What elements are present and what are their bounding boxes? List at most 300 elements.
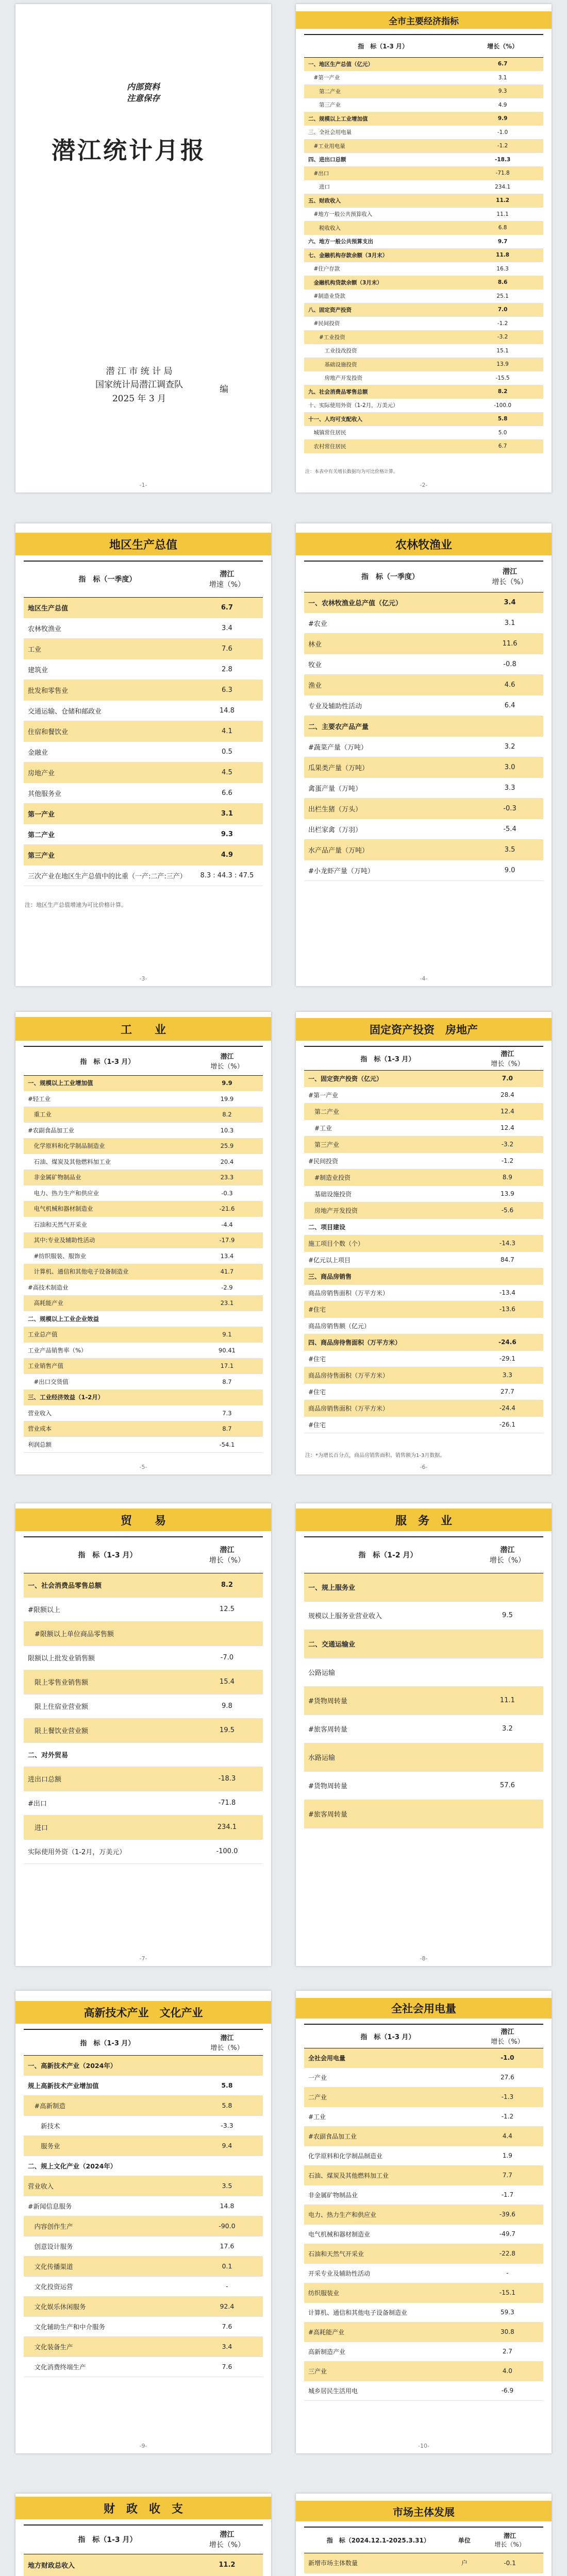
row-label: #地方一般公共预算收入	[304, 208, 462, 222]
page-number: -9-	[139, 2443, 147, 2449]
page-number: -2-	[420, 482, 428, 488]
row-label: 工业产品销售率（%）	[24, 1343, 191, 1359]
table-row	[24, 803, 263, 824]
stats-table	[304, 2527, 543, 2576]
row-value: 9.9	[191, 1075, 263, 1091]
row-value: 14.8	[191, 2196, 263, 2216]
page-finance	[15, 2494, 271, 2576]
table-row	[24, 1597, 263, 1621]
row-label: #工业用电量	[304, 139, 462, 153]
table-row	[304, 98, 543, 112]
row-value: 13.4	[191, 1248, 263, 1264]
row-value: 9.4	[191, 2136, 263, 2156]
row-value: 12.4	[472, 1103, 543, 1120]
col-value	[472, 1046, 543, 1070]
table-row	[304, 1218, 543, 1235]
row-value: 0.5	[191, 741, 263, 762]
row-value: 13.9	[472, 1185, 543, 1202]
page-number: -10-	[418, 2443, 429, 2449]
table-row	[24, 741, 263, 762]
section-title: 高新技术产业 文化产业	[15, 2001, 271, 2024]
table-row	[304, 2573, 543, 2576]
table-row	[24, 618, 263, 638]
table-row	[24, 1107, 263, 1123]
page-electricity	[296, 1991, 552, 2453]
stats-table-wrap	[24, 561, 263, 886]
table-row	[24, 638, 263, 659]
table-row	[24, 1232, 263, 1248]
row-value: 9.3	[462, 84, 543, 98]
row-label: 水产品产量（万吨）	[304, 839, 476, 860]
row-label: 农林牧渔业	[24, 618, 191, 638]
table-row	[24, 1170, 263, 1185]
row-value: 6.6	[191, 783, 263, 803]
row-value: -100.0	[462, 399, 543, 413]
stats-table	[24, 1046, 263, 1453]
row-value: 5.8	[191, 2075, 263, 2095]
row-value: -1.0	[472, 2048, 543, 2067]
row-label: 电气机械和器材制造业	[24, 1201, 191, 1217]
col-indicator: 指 标（一季度）	[304, 561, 476, 592]
row-value: 8.9	[472, 1169, 543, 1185]
row-label: 地方财政总收入	[24, 2554, 191, 2576]
row-value: 9.0	[476, 860, 543, 880]
table-row	[24, 1075, 263, 1091]
row-label: #农业	[304, 613, 476, 633]
row-label: #旅客周转量	[304, 1715, 472, 1743]
table-row	[24, 1742, 263, 1767]
row-value: -0.3	[476, 798, 543, 819]
page-main-indicators	[296, 4, 552, 493]
cover-stamp	[15, 81, 271, 105]
table-row	[24, 824, 263, 844]
row-unit: 户	[453, 2553, 476, 2573]
row-label: 创意设计服务	[24, 2236, 191, 2256]
row-value: 6.7	[191, 597, 263, 618]
row-label: 计算机、通信和其他电子设备制造业	[304, 2302, 472, 2322]
table-header	[24, 1046, 263, 1075]
row-label: 营业成本	[24, 1421, 191, 1437]
row-label: 城乡居民生活用电	[304, 2381, 472, 2400]
row-value: 11.8	[462, 248, 543, 262]
col-value	[476, 2527, 543, 2553]
col-value	[472, 2024, 543, 2048]
row-value: 4.9	[462, 98, 543, 112]
page-number: -5-	[139, 1464, 147, 1470]
cover-title: 潜江统计月报	[52, 137, 206, 164]
table-row	[24, 2136, 263, 2156]
org-line-2: 国家统计局潜江调查队	[95, 380, 183, 391]
row-label: 二、交通运输业	[304, 1630, 472, 1658]
row-label: 出栏生猪（万头）	[304, 798, 476, 819]
row-value: 12.4	[472, 1120, 543, 1136]
row-value	[191, 2055, 263, 2075]
row-value: -24.6	[472, 1334, 543, 1350]
row-value: 90.41	[191, 1343, 263, 1359]
row-label: 一、农林牧渔业总产值（亿元）	[304, 592, 476, 613]
row-label: 电力、热力生产和供应业	[24, 1185, 191, 1201]
row-label: 其中:专业及辅助性活动	[24, 1232, 191, 1248]
row-value: -5.6	[472, 1202, 543, 1218]
col-region: 潜江	[501, 2028, 514, 2037]
table-row	[304, 716, 543, 736]
row-label: 工业技改投资	[304, 344, 462, 358]
row-label: 商品房销售面积（万平方米）	[304, 1284, 472, 1301]
row-value: 3.5	[476, 839, 543, 860]
row-label: 开采专业及辅助性活动	[304, 2263, 472, 2283]
row-label: 二、规模以上工业企业效益	[24, 1311, 191, 1327]
row-value: -	[472, 2263, 543, 2283]
row-label: #住宅	[304, 1416, 472, 1433]
table-row	[304, 235, 543, 249]
row-value: -15.5	[462, 371, 543, 385]
table-row	[304, 695, 543, 716]
col-growth: 增长（%）	[210, 1063, 244, 1071]
col-indicator: 指 标（1-3 月）	[304, 1046, 472, 1070]
table-header	[304, 561, 543, 592]
page-market	[296, 2494, 552, 2576]
table-row	[304, 757, 543, 777]
table-row	[304, 1800, 543, 1828]
stats-table	[24, 2029, 263, 2377]
row-value: 25.9	[191, 1138, 263, 1154]
row-label: 石油和天然气开采业	[24, 1217, 191, 1233]
row-label: 其他服务业	[24, 783, 191, 803]
row-value: 17.1	[191, 1358, 263, 1374]
table-row	[24, 1374, 263, 1390]
row-label: 文化消费终端生产	[24, 2357, 191, 2377]
row-label: 批发和零售业	[24, 680, 191, 700]
table-row	[304, 1743, 543, 1771]
row-label: 电气机械和器材制造业	[304, 2224, 472, 2244]
table-row	[24, 1185, 263, 1201]
stats-table	[24, 561, 263, 886]
row-value: 8.6	[462, 276, 543, 290]
col-region: 潜江	[220, 1546, 235, 1555]
table-row	[24, 2554, 263, 2576]
col-region: 潜江	[220, 570, 235, 579]
row-label: 商品房待售面积（万平方米）	[304, 1367, 472, 1383]
row-label: 一、固定资产投资（亿元）	[304, 1070, 472, 1087]
section-title: 财 政 收 支	[15, 2497, 271, 2519]
table-row	[304, 2165, 543, 2185]
row-value: -39.6	[472, 2205, 543, 2224]
row-label: 商品房销售额（亿元）	[304, 1317, 472, 1334]
row-value: 23.3	[191, 1170, 263, 1185]
table-row	[24, 1405, 263, 1421]
row-label: 电力、热力生产和供应业	[304, 2205, 472, 2224]
row-label: 二、主要农产品产量	[304, 716, 476, 736]
row-label: 计算机、通信和其他电子设备制造业	[24, 1264, 191, 1280]
row-value	[191, 1389, 263, 1405]
table-row	[304, 126, 543, 140]
row-value: 7.7	[472, 2165, 543, 2185]
table-row	[304, 412, 543, 426]
table-row	[304, 2342, 543, 2361]
row-value: 6.7	[462, 57, 543, 71]
table-row	[304, 777, 543, 798]
row-label: #蔬菜产量（万吨）	[304, 736, 476, 757]
row-label: 化学原料和化学制品制造业	[24, 1138, 191, 1154]
col-indicator: 指 标（一季度）	[24, 561, 191, 597]
table-row	[304, 1268, 543, 1284]
table-row	[304, 248, 543, 262]
col-growth: 增长（%）	[491, 2038, 524, 2046]
row-label: 建筑业	[24, 659, 191, 680]
page-agriculture	[296, 523, 552, 986]
row-value	[472, 1573, 543, 1601]
row-value: 13.9	[462, 358, 543, 371]
row-value: 57.6	[472, 1771, 543, 1800]
table-row	[24, 680, 263, 700]
row-value: 9.8	[191, 1694, 263, 1718]
row-value: -7.0	[191, 1646, 263, 1670]
table-row	[304, 1686, 543, 1715]
row-label: #民间投资	[304, 317, 462, 331]
col-indicator: 指 标（1-3 月）	[24, 2029, 191, 2055]
row-label: 五、财政收入	[304, 194, 462, 208]
row-value: -18.3	[462, 153, 543, 167]
row-label: 十一、人均可支配收入	[304, 412, 462, 426]
row-label: #民间投资	[304, 1153, 472, 1169]
row-label: #工业	[304, 1120, 472, 1136]
table-row	[24, 1123, 263, 1139]
table-row	[24, 1839, 263, 1863]
row-value: 23.1	[191, 1295, 263, 1311]
row-value	[472, 1630, 543, 1658]
table-row	[304, 330, 543, 344]
table-row	[24, 1767, 263, 1791]
row-label: 工业销售产值	[24, 1358, 191, 1374]
table-row	[24, 1327, 263, 1343]
row-label: 规上高新技术产业增加值	[24, 2075, 191, 2095]
table-row	[304, 84, 543, 98]
col-growth: 增长（%）	[209, 2541, 245, 2550]
col-indicator: 指 标（1-3 月）	[24, 1537, 191, 1573]
row-label: 工业总产值	[24, 1327, 191, 1343]
row-value: -1.0	[462, 126, 543, 140]
row-value	[191, 1311, 263, 1327]
table-row	[304, 221, 543, 235]
row-label: 三、全社会用电量	[304, 126, 462, 140]
table-header	[304, 2527, 543, 2553]
table-row	[304, 57, 543, 71]
row-value: 11.1	[472, 1686, 543, 1715]
row-label	[304, 2573, 453, 2576]
table-row	[24, 1621, 263, 1646]
row-label: 一、规上服务业	[304, 1573, 472, 1601]
row-label: #住户存款	[304, 262, 462, 276]
table-row	[304, 208, 543, 222]
row-value: -100.0	[191, 1839, 263, 1863]
row-label: 实际使用外资（1-2月，万美元）	[24, 1839, 191, 1863]
row-label: #住宅	[304, 1383, 472, 1400]
row-label: 利润总额	[24, 1437, 191, 1453]
row-value: 14.8	[191, 700, 263, 721]
table-row	[304, 2185, 543, 2205]
row-value: 9.9	[462, 112, 543, 126]
row-label: 工业	[24, 638, 191, 659]
table-row	[304, 1367, 543, 1383]
row-value	[191, 2156, 263, 2176]
section-title: 全社会用电量	[296, 1998, 552, 2019]
row-value: 4.9	[191, 844, 263, 865]
table-note: 注：地区生产总值增速为可比价格计算。	[25, 902, 127, 908]
row-label: 牧业	[304, 654, 476, 674]
row-value: 3.1	[476, 613, 543, 633]
table-row	[304, 1658, 543, 1686]
row-label: #工业	[304, 2107, 472, 2126]
table-row	[304, 2381, 543, 2400]
page-number: -8-	[420, 1955, 428, 1962]
col-growth: 增长（%）	[210, 2044, 244, 2053]
row-label: 进口	[304, 180, 462, 194]
table-row	[304, 1136, 543, 1153]
table-row	[304, 399, 543, 413]
row-value: 15.4	[191, 1670, 263, 1694]
page-investment	[296, 1012, 552, 1475]
row-label: 全社会用电量	[304, 2048, 472, 2067]
row-value	[476, 2573, 543, 2576]
row-label: 二、对外贸易	[24, 1742, 191, 1767]
row-value: -5.4	[476, 819, 543, 839]
row-label: 商品房销售面积（万平方米）	[304, 1400, 472, 1416]
col-unit: 单位	[453, 2527, 476, 2553]
row-value: -3.3	[191, 2115, 263, 2136]
row-value: 0.1	[191, 2256, 263, 2276]
row-label: 专业及辅助性活动	[304, 695, 476, 716]
row-value: 3.2	[472, 1715, 543, 1743]
col-indicator: 指 标（1-3 月）	[304, 35, 462, 57]
org-suffix: 编	[220, 384, 228, 394]
row-label: 文化传播渠道	[24, 2256, 191, 2276]
row-value: 25.1	[462, 290, 543, 303]
row-value: 3.3	[472, 1367, 543, 1383]
col-indicator: 指 标（1-3 月）	[304, 2024, 472, 2048]
row-label: #限额以上	[24, 1597, 191, 1621]
row-label: 重工业	[24, 1107, 191, 1123]
table-row	[24, 2196, 263, 2216]
table-row	[304, 1573, 543, 1601]
row-label: 二、规上文化产业（2024年）	[24, 2156, 191, 2176]
table-row	[304, 2048, 543, 2067]
cover-page	[15, 4, 271, 493]
row-label: 一、社会消费品零售总额	[24, 1573, 191, 1597]
row-value: 5.8	[462, 412, 543, 426]
row-label: #制造业投资	[304, 1169, 472, 1185]
table-row	[24, 2176, 263, 2196]
col-value	[191, 1537, 263, 1573]
row-value: 27.7	[472, 1383, 543, 1400]
col-growth: 增长（%）	[491, 1060, 524, 1069]
row-value: -2.9	[191, 1280, 263, 1296]
row-label: 进出口总额	[24, 1767, 191, 1791]
row-value: 2.8	[191, 659, 263, 680]
table-header	[24, 2029, 263, 2055]
stats-table	[304, 34, 543, 453]
row-value: 8.7	[191, 1374, 263, 1390]
row-value: 7.0	[472, 1070, 543, 1087]
table-row	[304, 613, 543, 633]
row-label: 出栏家禽（万羽）	[304, 819, 476, 839]
row-label: 限额以上批发业销售额	[24, 1646, 191, 1670]
stamp-line-1: 内部资料	[126, 82, 160, 92]
table-row	[304, 654, 543, 674]
row-value: -1.2	[472, 1153, 543, 1169]
row-value: -0.1	[476, 2553, 543, 2573]
row-value: 7.6	[191, 2357, 263, 2377]
row-label: 限上住宿业营业额	[24, 1694, 191, 1718]
row-label: #出口	[24, 1791, 191, 1815]
col-value	[472, 1537, 543, 1573]
row-label: 禽蛋产量（万吨）	[304, 777, 476, 798]
table-header	[24, 2525, 263, 2554]
col-indicator: 指 标（1-2 月）	[304, 1537, 472, 1573]
table-note: 注：*为增长百分点，商品房销售面积、销售额为1-3月数据。	[305, 1453, 445, 1459]
stats-table-wrap	[304, 561, 543, 881]
row-value: -71.8	[462, 166, 543, 180]
row-value: 9.5	[472, 1601, 543, 1630]
cover-org	[72, 365, 206, 405]
table-row	[24, 597, 263, 618]
row-value: 3.3	[476, 777, 543, 798]
col-indicator: 指 标（1-3 月）	[24, 2525, 191, 2554]
row-value: 4.1	[191, 721, 263, 741]
row-value: -49.7	[472, 2224, 543, 2244]
row-value	[472, 1317, 543, 1334]
row-value: 28.4	[472, 1087, 543, 1103]
table-row	[24, 1694, 263, 1718]
table-row	[304, 1235, 543, 1251]
table-row	[24, 2316, 263, 2336]
row-label: 营业收入	[24, 2176, 191, 2196]
table-header	[24, 561, 263, 597]
row-value	[191, 1742, 263, 1767]
table-row	[24, 721, 263, 741]
table-row	[304, 2107, 543, 2126]
row-label: 九、社会消费品零售总额	[304, 385, 462, 399]
row-value: 7.6	[191, 638, 263, 659]
row-value: 41.7	[191, 1264, 263, 1280]
row-label: #高耗能产业	[304, 2322, 472, 2342]
row-value: 7.3	[191, 1405, 263, 1421]
row-value: -6.9	[472, 2381, 543, 2400]
page-services	[296, 1503, 552, 1966]
table-header	[24, 1537, 263, 1573]
row-label: 三次产业在地区生产总值中的比重（一产:二产:三产）	[24, 865, 191, 886]
row-value: 3.2	[476, 736, 543, 757]
table-row	[24, 1343, 263, 1359]
row-label: 一产业	[304, 2067, 472, 2087]
row-value: 8.3 : 44.3 : 47.5	[191, 865, 263, 886]
table-row	[24, 2075, 263, 2095]
row-label: 渔业	[304, 674, 476, 695]
table-row	[24, 2296, 263, 2316]
row-label: 住宿和餐饮业	[24, 721, 191, 741]
table-row	[304, 358, 543, 371]
row-label: 第三产业	[304, 98, 462, 112]
row-label: #第一产业	[304, 71, 462, 85]
row-value: -3.2	[462, 330, 543, 344]
section-title: 市场主体发展	[296, 2501, 552, 2521]
col-value	[476, 561, 543, 592]
row-value: 19.9	[191, 1091, 263, 1107]
table-row	[304, 1202, 543, 1218]
row-value: 3.5	[191, 2176, 263, 2196]
table-row	[304, 1350, 543, 1367]
table-row	[24, 762, 263, 783]
row-label: #纺织服装、服饰业	[24, 1248, 191, 1264]
